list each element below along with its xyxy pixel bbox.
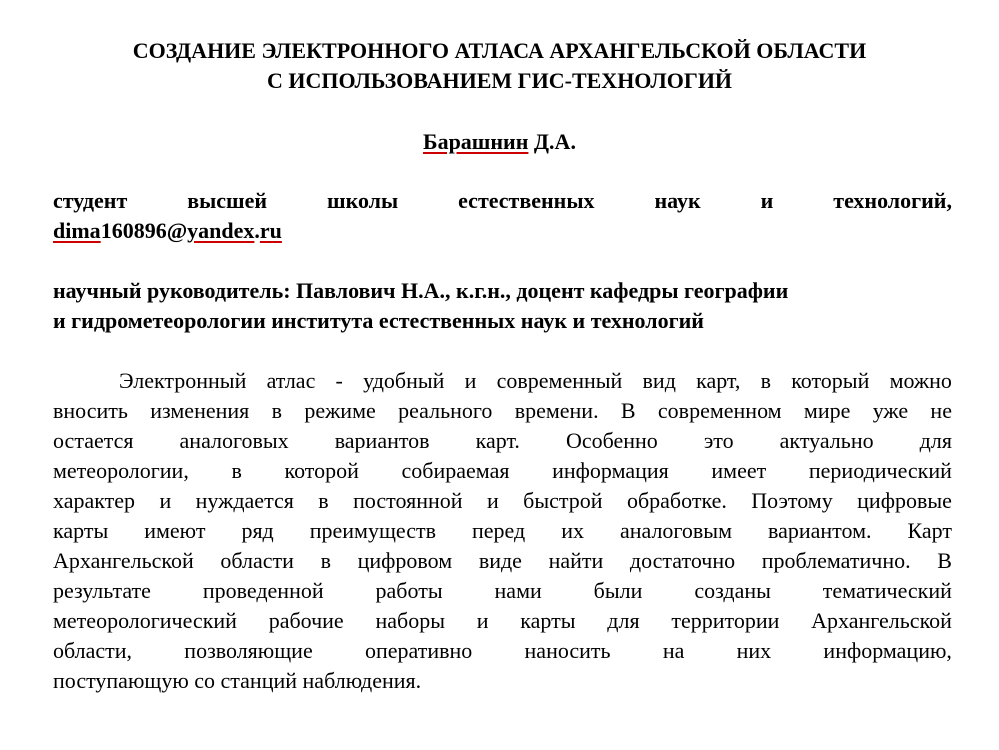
abstract-line xyxy=(53,606,952,636)
word: атлас xyxy=(266,368,316,393)
word: вносить xyxy=(53,398,128,423)
word: В xyxy=(937,548,952,573)
word: виде xyxy=(478,548,522,573)
word: Особенно xyxy=(565,428,658,453)
word: изменения xyxy=(150,398,250,423)
word: территории xyxy=(671,608,780,633)
word: не xyxy=(930,398,952,423)
word: рабочие xyxy=(268,608,344,633)
word: удобный xyxy=(363,368,445,393)
abstract-line xyxy=(53,396,952,426)
word: - xyxy=(335,368,343,393)
word: и xyxy=(476,608,489,633)
author-initials: Д.А. xyxy=(528,129,576,154)
advisor xyxy=(53,276,952,336)
word: найти xyxy=(548,548,604,573)
word: быстрой xyxy=(523,488,603,513)
word: современный xyxy=(496,368,623,393)
word: достаточно xyxy=(629,548,736,573)
word: аналоговых xyxy=(179,428,289,453)
email-part: yandex xyxy=(187,218,255,243)
word: тематический xyxy=(822,578,952,603)
abstract-line xyxy=(53,636,952,666)
email-part: . xyxy=(254,218,260,243)
word: школы xyxy=(327,188,399,213)
word: режиме xyxy=(304,398,376,423)
word: результате xyxy=(53,578,151,603)
abstract-line: поступающую со станций наблюдения. xyxy=(53,668,422,693)
advisor-line-1: научный руководитель: Павлович Н.А., к.г.н., доцент кафедры географии xyxy=(53,278,789,303)
word: аналоговым xyxy=(619,518,732,543)
word: вид xyxy=(642,368,676,393)
word: которой xyxy=(284,458,359,483)
affiliation xyxy=(53,186,952,246)
advisor-line-2: и гидрометеорологии института естественных наук и технологий xyxy=(53,308,704,333)
word: ряд xyxy=(241,518,274,543)
abstract-line xyxy=(53,486,952,516)
email-part: 160896@ xyxy=(100,218,188,243)
word: собираемая xyxy=(401,458,510,483)
word: это xyxy=(703,428,734,453)
word: Архангельской xyxy=(53,548,194,573)
word: карты xyxy=(520,608,576,633)
word: характер xyxy=(53,488,136,513)
abstract-paragraph xyxy=(53,366,952,696)
word: и xyxy=(760,188,774,213)
word: для xyxy=(607,608,640,633)
word: Поэтому xyxy=(751,488,833,513)
author-surname: Барашнин xyxy=(423,129,529,154)
word: были xyxy=(593,578,643,603)
email-part: dima xyxy=(53,218,101,243)
word: наборы xyxy=(375,608,445,633)
word: позволяющие xyxy=(184,638,313,663)
word: Электронный xyxy=(119,368,247,393)
word: можно xyxy=(889,368,952,393)
word: в xyxy=(760,368,771,393)
word: области, xyxy=(53,638,133,663)
word: цифровые xyxy=(857,488,952,513)
word: технологий, xyxy=(833,188,952,213)
word: для xyxy=(919,428,952,453)
word: преимуществ xyxy=(309,518,436,543)
word: в xyxy=(231,458,242,483)
word: проведенной xyxy=(202,578,324,603)
word: остается xyxy=(53,428,134,453)
word: области xyxy=(220,548,294,573)
word: который xyxy=(791,368,870,393)
word: реального xyxy=(398,398,493,423)
abstract-line xyxy=(53,366,952,396)
word: периодический xyxy=(808,458,952,483)
word: работы xyxy=(375,578,443,603)
email-part: ru xyxy=(259,218,282,243)
word: мире xyxy=(803,398,851,423)
word: нуждается xyxy=(195,488,294,513)
word: них xyxy=(736,638,772,663)
word: Карт xyxy=(907,518,952,543)
word: студент xyxy=(53,188,128,213)
word: обработке. xyxy=(626,488,727,513)
word: на xyxy=(662,638,685,663)
word: карт, xyxy=(696,368,741,393)
word: высшей xyxy=(187,188,268,213)
word: в xyxy=(318,488,329,513)
title-line-1: СОЗДАНИЕ ЭЛЕКТРОННОГО АТЛАСА АРХАНГЕЛЬСКОЙ ОБЛАСТИ xyxy=(132,38,867,63)
word: и xyxy=(486,488,499,513)
word: Архангельской xyxy=(811,608,952,633)
word: вариантов xyxy=(334,428,430,453)
title-line-2: С ИСПОЛЬЗОВАНИЕМ ГИС-ТЕХНОЛОГИЙ xyxy=(266,68,733,93)
abstract-line xyxy=(53,426,952,456)
word: карт. xyxy=(475,428,520,453)
affiliation-line-1 xyxy=(53,186,952,216)
abstract-line xyxy=(53,546,952,576)
word: метеорологии, xyxy=(53,458,189,483)
email[interactable] xyxy=(53,216,952,246)
word: оперативно xyxy=(364,638,473,663)
word: созданы xyxy=(694,578,771,603)
word: и xyxy=(464,368,477,393)
word: цифровом xyxy=(357,548,453,573)
word: имеют xyxy=(144,518,206,543)
word: перед xyxy=(471,518,526,543)
word: имеет xyxy=(711,458,767,483)
word: в xyxy=(320,548,331,573)
word: уже xyxy=(872,398,909,423)
word: постоянной xyxy=(353,488,463,513)
word: проблематично. xyxy=(761,548,911,573)
word: времени. xyxy=(514,398,599,423)
word: их xyxy=(561,518,584,543)
word: метеорологический xyxy=(53,608,237,633)
word: естественных xyxy=(458,188,595,213)
word: информация xyxy=(552,458,669,483)
word: нами xyxy=(494,578,542,603)
word: вариантом. xyxy=(767,518,872,543)
word: информацию, xyxy=(823,638,952,663)
word: В xyxy=(620,398,636,423)
author xyxy=(0,127,999,157)
word: и xyxy=(159,488,172,513)
word: актуально xyxy=(779,428,874,453)
word: в xyxy=(271,398,282,423)
document-title xyxy=(0,36,999,96)
word: наносить xyxy=(524,638,611,663)
abstract-line xyxy=(53,456,952,486)
word: карты xyxy=(53,518,109,543)
word: наук xyxy=(654,188,701,213)
abstract-line xyxy=(53,576,952,606)
abstract-line xyxy=(53,516,952,546)
word: современном xyxy=(657,398,782,423)
